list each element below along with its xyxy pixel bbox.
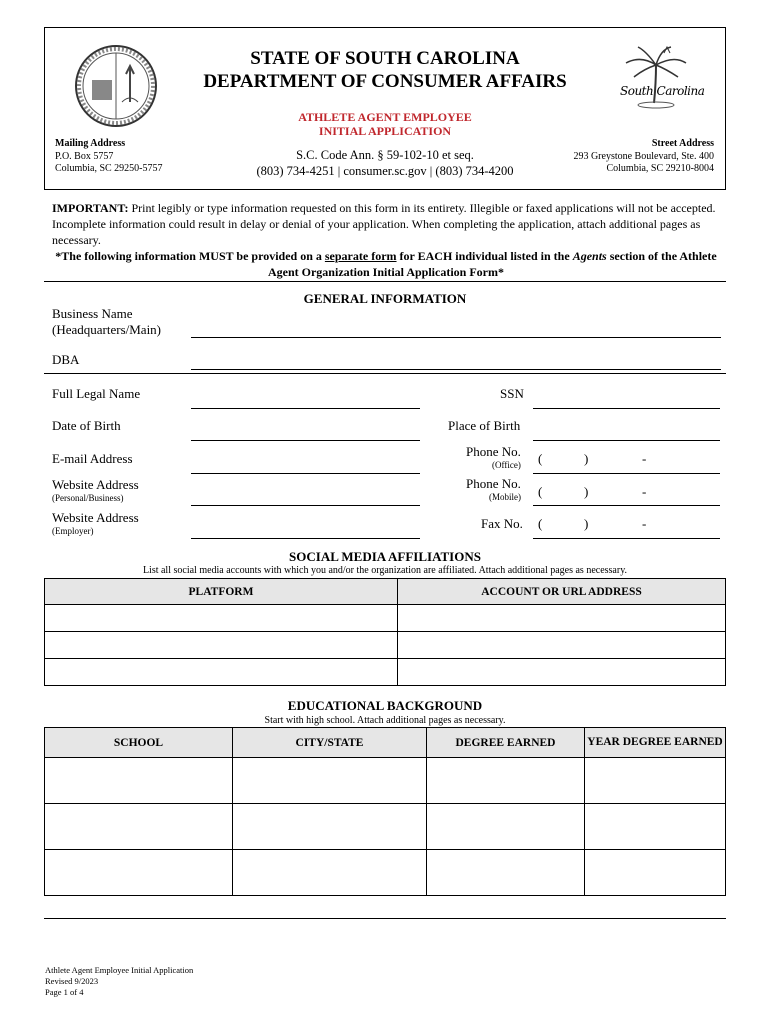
table-cell[interactable] xyxy=(398,632,726,659)
logo-text: South Carolina xyxy=(620,84,705,98)
col-platform: PLATFORM xyxy=(45,579,398,605)
email-label: E-mail Address xyxy=(52,451,133,466)
paren-open: ( xyxy=(538,484,543,499)
table-row xyxy=(45,850,726,896)
important-text: Print legibly or type information requested on this form in its entirety. Illegible or faxed applications will not be accepted. Incomplete information could result in delay or denial of your application. When completing the application, attach additional pages as necessary. xyxy=(52,201,716,247)
website-employer-field[interactable] xyxy=(191,538,420,539)
table-row xyxy=(45,758,726,804)
mailing-line1: P.O. Box 5757 xyxy=(55,151,114,162)
table-row xyxy=(45,632,726,659)
dob-label: Date of Birth xyxy=(52,418,121,433)
notice-part2: for EACH individual listed in the xyxy=(396,249,573,263)
table-cell[interactable] xyxy=(398,605,726,632)
important-label: IMPORTANT: xyxy=(52,201,129,215)
form-title-line1: ATHLETE AGENT EMPLOYEE xyxy=(298,110,472,124)
dba-label: DBA xyxy=(52,352,80,367)
phone-mobile-field[interactable] xyxy=(533,505,720,506)
street-line1: 293 Greystone Boulevard, Ste. 400 xyxy=(573,151,714,162)
general-heading: GENERAL INFORMATION xyxy=(303,291,467,306)
table-cell[interactable] xyxy=(585,758,726,804)
street-label: Street Address xyxy=(651,138,714,149)
footer-line3: Page 1 of 4 xyxy=(45,987,84,997)
ssn-field[interactable] xyxy=(533,408,720,409)
table-cell[interactable] xyxy=(45,605,398,632)
phone-office-label: Phone No. xyxy=(466,444,521,459)
table-row xyxy=(45,605,726,632)
business-name-sub: (Headquarters/Main) xyxy=(52,322,162,337)
col-degree: DEGREE EARNED xyxy=(427,728,585,758)
paren-open: ( xyxy=(538,451,543,466)
education-heading: EDUCATIONAL BACKGROUND xyxy=(287,698,483,713)
divider xyxy=(44,281,726,282)
col-account: ACCOUNT OR URL ADDRESS xyxy=(398,579,726,605)
important-notice xyxy=(52,200,720,248)
paren-close: ) xyxy=(584,484,589,499)
col-year: YEAR DEGREE EARNED xyxy=(585,728,726,758)
notice-italic: Agents xyxy=(572,249,607,263)
dba-field[interactable] xyxy=(191,369,721,370)
footer-line2: Revised 9/2023 xyxy=(45,976,99,986)
paren-open: ( xyxy=(538,516,543,531)
table-cell[interactable] xyxy=(45,804,233,850)
website-sub-employer: (Employer) xyxy=(52,526,94,536)
dash: - xyxy=(642,451,647,466)
divider xyxy=(44,373,726,374)
paren-close: ) xyxy=(584,451,589,466)
notice-part3: section of the Athlete Agent Organization Initial Application Form* xyxy=(267,249,717,279)
table-cell[interactable] xyxy=(398,659,726,686)
table-row xyxy=(45,804,726,850)
street-line2: Columbia, SC 29210-8004 xyxy=(606,163,714,174)
mailing-line2: Columbia, SC 29250-5757 xyxy=(55,163,163,174)
table-cell[interactable] xyxy=(585,804,726,850)
website-sub-personal: (Personal/Business) xyxy=(52,493,124,503)
notice-part1: *The following information MUST be provided on a xyxy=(55,249,325,263)
dash: - xyxy=(642,484,647,499)
table-cell[interactable] xyxy=(233,850,427,896)
education-table xyxy=(44,727,726,896)
education-note: Start with high school. Attach additional pages as necessary. xyxy=(264,715,506,726)
phone-mobile-label: Phone No. xyxy=(466,476,521,491)
table-cell[interactable] xyxy=(45,659,398,686)
table-cell[interactable] xyxy=(585,850,726,896)
title-line1: STATE OF SOUTH CAROLINA xyxy=(250,48,520,69)
place-of-birth-field[interactable] xyxy=(533,440,720,441)
mailing-label: Mailing Address xyxy=(55,138,126,149)
social-heading: SOCIAL MEDIA AFFILIATIONS xyxy=(289,549,481,564)
table-cell[interactable] xyxy=(45,850,233,896)
title-line2: DEPARTMENT OF CONSUMER AFFAIRS xyxy=(203,71,567,92)
table-cell[interactable] xyxy=(233,804,427,850)
phone-line: (803) 734-4251 | consumer.sc.gov | (803) 734-4200 xyxy=(256,164,514,178)
table-cell[interactable] xyxy=(427,850,585,896)
social-note: List all social media accounts with which you and/or the organization are affiliated. Attach additional pages as necessary. xyxy=(142,565,628,576)
col-city-state: CITY/STATE xyxy=(233,728,427,758)
website-personal-field[interactable] xyxy=(191,505,420,506)
separate-form-notice xyxy=(52,248,720,280)
table-cell[interactable] xyxy=(45,632,398,659)
phone-office-field[interactable] xyxy=(533,473,720,474)
full-legal-name-field[interactable] xyxy=(191,408,420,409)
ssn-label: SSN xyxy=(500,386,524,401)
table-cell[interactable] xyxy=(427,804,585,850)
website-employer-label: Website Address xyxy=(52,510,139,525)
business-name-label: Business Name xyxy=(52,306,133,321)
table-cell[interactable] xyxy=(427,758,585,804)
table-row xyxy=(45,659,726,686)
divider xyxy=(44,918,726,919)
office-sub: (Office) xyxy=(492,460,521,470)
form-title-line2: INITIAL APPLICATION xyxy=(318,124,452,138)
place-of-birth-label: Place of Birth xyxy=(448,418,521,433)
full-legal-name-label: Full Legal Name xyxy=(52,386,141,401)
col-school: SCHOOL xyxy=(45,728,233,758)
paren-close: ) xyxy=(584,516,589,531)
table-cell[interactable] xyxy=(45,758,233,804)
notice-underline: separate form xyxy=(324,249,397,263)
email-field[interactable] xyxy=(191,473,420,474)
footer-line1: Athlete Agent Employee Initial Application xyxy=(45,965,194,975)
social-table xyxy=(44,578,726,686)
dash: - xyxy=(642,516,647,531)
dob-field[interactable] xyxy=(191,440,420,441)
website-label: Website Address xyxy=(52,477,139,492)
fax-field[interactable] xyxy=(533,538,720,539)
fax-label: Fax No. xyxy=(481,516,523,531)
table-cell[interactable] xyxy=(233,758,427,804)
code-line: S.C. Code Ann. § 59-102-10 et seq. xyxy=(296,148,474,162)
business-name-field[interactable] xyxy=(191,337,721,338)
mobile-sub: (Mobile) xyxy=(489,492,521,502)
